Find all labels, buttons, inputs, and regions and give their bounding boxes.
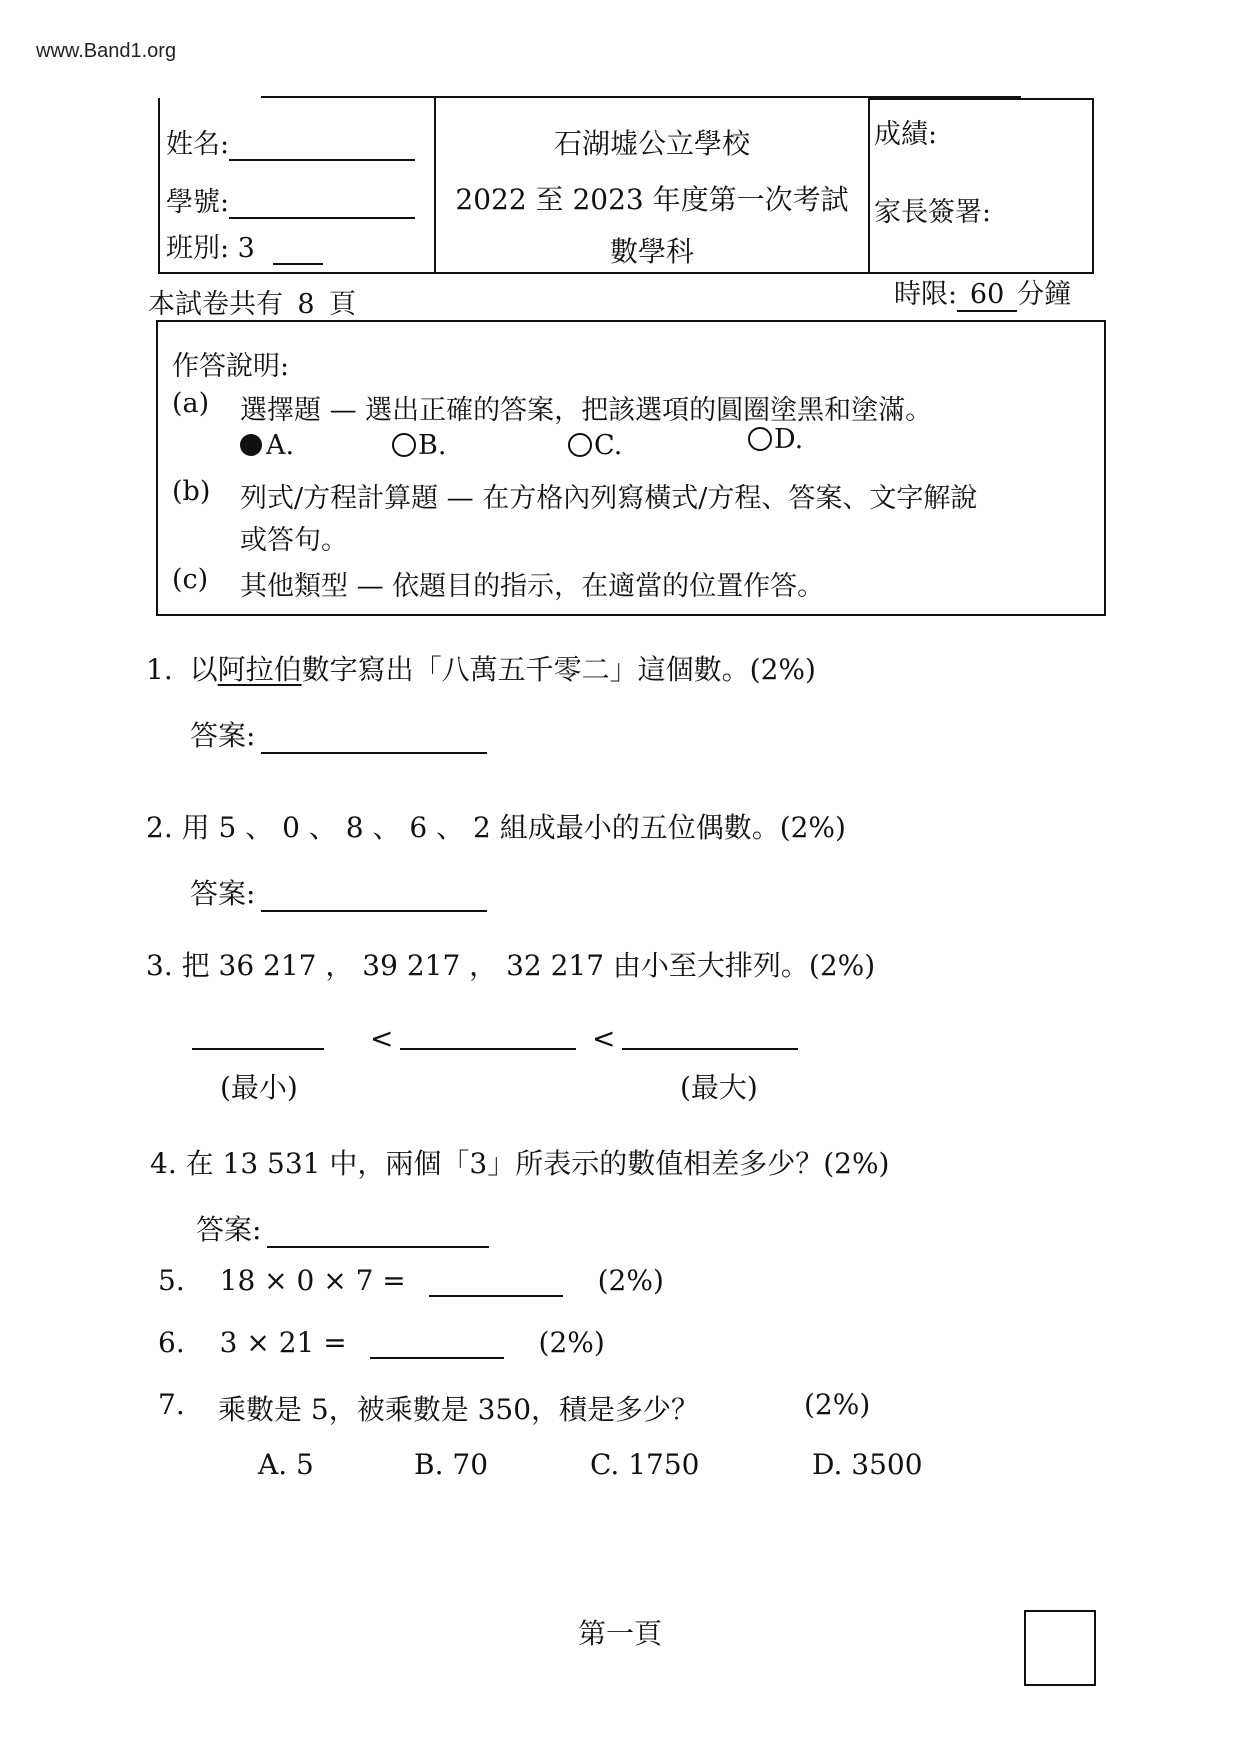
parent-sign-label: 家長簽署: [874, 197, 992, 228]
answer-label: 答案: [190, 877, 256, 910]
question-3: 3. 把 36 217 ， 39 217 ， 32 217 由小至大排列。(2%) [146, 949, 876, 982]
instructions-box [156, 320, 1106, 616]
question-6 [158, 1326, 605, 1359]
question-5-expression: 18 × 0 × 7 = [219, 1264, 406, 1297]
instructions-title: 作答說明: [172, 351, 290, 382]
watermark: www.Band1.org [36, 40, 177, 62]
class-line[interactable] [273, 237, 323, 265]
question-6-mark: (2%) [538, 1326, 605, 1359]
page-count-prefix: 本試卷共有 [148, 289, 283, 320]
instruction-c-label: (c) [172, 564, 209, 595]
question-1-prefix: 以 [189, 653, 218, 686]
page-count [148, 282, 356, 322]
page-number: 第一頁 [577, 1617, 662, 1650]
name-line[interactable] [229, 129, 415, 161]
q3-less-than-1: < [370, 1022, 394, 1055]
question-5 [158, 1264, 664, 1297]
exam-title: 2022 至 2023 年度第一次考試 [455, 183, 849, 216]
answer-label: 答案: [190, 719, 256, 752]
class-label: 班別: 3 [166, 233, 255, 264]
question-1-text: 數字寫出「八萬五千零二」這個數。(2%) [301, 653, 816, 686]
student-info-cell [158, 98, 436, 274]
question-2-answer [190, 872, 487, 912]
answer-blank[interactable] [429, 1265, 563, 1297]
q3-smallest-label: (最小) [220, 1071, 298, 1104]
q3-largest-label: (最大) [680, 1071, 758, 1104]
instruction-c-text: 其他類型 — 依題目的指示，在適當的位置作答。 [240, 571, 825, 602]
question-7-number: 7. [158, 1388, 185, 1421]
option-sample-b-label: B. [418, 430, 447, 461]
instruction-b-text: 列式/方程計算題 — 在方格內列寫橫式/方程、答案、文字解說 [240, 483, 978, 514]
answer-blank[interactable] [267, 1216, 489, 1248]
question-7-option-c[interactable]: C. 1750 [590, 1448, 700, 1481]
option-sample-c [568, 430, 622, 461]
option-sample-a [240, 430, 294, 461]
question-6-number: 6. [158, 1326, 185, 1359]
q3-blank-middle[interactable] [400, 1048, 576, 1050]
score-label: 成績: [874, 119, 938, 150]
question-5-mark: (2%) [597, 1264, 664, 1297]
question-7-option-a[interactable]: A. 5 [258, 1448, 314, 1481]
name-label: 姓名: [166, 129, 230, 160]
question-7-option-b[interactable]: B. 70 [414, 1448, 489, 1481]
answer-blank[interactable] [261, 722, 487, 754]
question-7-option-d[interactable]: D. 3500 [812, 1448, 923, 1481]
q3-less-than-2: < [592, 1022, 616, 1055]
option-sample-c-label: C. [594, 430, 623, 461]
option-sample-d [748, 424, 803, 455]
question-7-text: 乘數是 5，被乘數是 350，積是多少？ [218, 1393, 700, 1426]
student-no-label: 學號: [166, 187, 230, 218]
class-field [166, 226, 323, 265]
question-6-expression: 3 × 21 = [219, 1326, 347, 1359]
question-1-number: 1. [146, 653, 173, 686]
q3-blank-smallest[interactable] [192, 1048, 324, 1050]
instruction-a-text: 選擇題 — 選出正確的答案，把該選項的圓圈塗黑和塗滿。 [240, 395, 933, 426]
empty-circle-icon [392, 433, 416, 457]
student-no-line[interactable] [229, 187, 415, 219]
header-table [158, 98, 1094, 272]
answer-label: 答案: [196, 1213, 262, 1246]
instruction-b-text-cont: 或答句。 [240, 525, 348, 556]
q3-blank-largest[interactable] [622, 1048, 798, 1050]
instruction-a-label: (a) [172, 388, 210, 419]
answer-blank[interactable] [261, 880, 487, 912]
student-no-field [166, 180, 415, 219]
answer-blank[interactable] [370, 1327, 504, 1359]
option-sample-b [392, 430, 446, 461]
option-sample-d-label: D. [774, 424, 804, 455]
time-limit-suffix: 分鐘 [1017, 279, 1072, 310]
question-2: 2. 用 5 、 0 、 8 、 6 、 2 組成最小的五位偶數。(2%) [146, 811, 846, 844]
question-1 [146, 648, 816, 688]
question-5-number: 5. [158, 1264, 185, 1297]
score-cell [868, 98, 1094, 274]
name-field [166, 122, 415, 161]
subject: 數學科 [609, 235, 694, 268]
time-limit-value: 60 [957, 279, 1017, 312]
exam-title-cell [434, 98, 870, 274]
page-count-suffix: 頁 [329, 289, 356, 320]
time-limit [894, 272, 1071, 312]
page-count-value: 8 [283, 289, 329, 322]
question-4: 4. 在 13 531 中，兩個「3」所表示的數值相差多少？(2%) [150, 1147, 890, 1180]
empty-circle-icon [748, 427, 772, 451]
empty-circle-icon [568, 433, 592, 457]
question-4-answer [196, 1208, 489, 1248]
question-1-underlined: 阿拉伯 [217, 653, 302, 686]
time-limit-prefix: 時限: [894, 279, 958, 310]
instruction-b-label: (b) [172, 476, 211, 507]
question-7-mark: (2%) [804, 1388, 871, 1421]
option-sample-a-label: A. [266, 430, 295, 461]
question-1-answer [190, 714, 487, 754]
filled-circle-icon [240, 434, 262, 456]
school-name: 石湖墟公立學校 [553, 127, 750, 160]
page-score-box[interactable] [1024, 1610, 1096, 1686]
